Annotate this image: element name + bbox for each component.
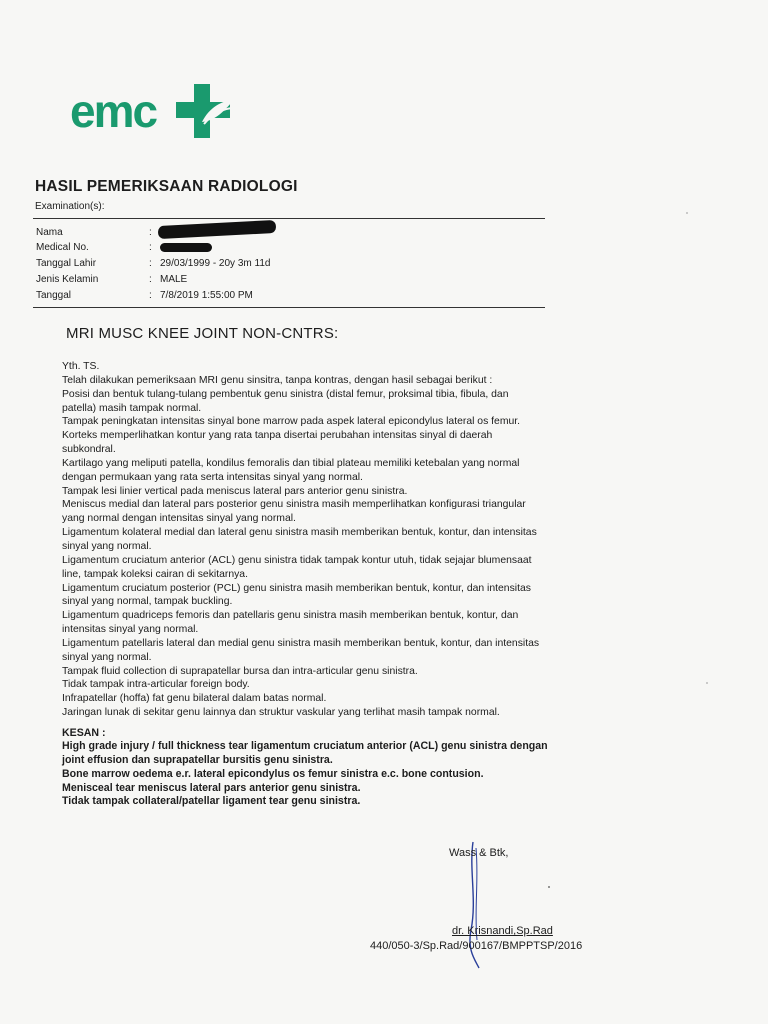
patient-row-date <box>36 290 536 304</box>
findings-line: Ligamentum quadriceps femoris dan patellaris genu sinistra masih memberikan bentuk, kontur, dan <box>62 610 519 622</box>
scan-speck <box>706 682 708 684</box>
birthdate-label: Tanggal Lahir <box>36 258 97 269</box>
scan-speck <box>686 212 688 214</box>
findings-line: Jaringan lunak di sekitar genu lainnya dan struktur vaskular yang terlihat masih tampak normal. <box>62 707 500 719</box>
examination-label: Examination(s): <box>35 201 105 212</box>
findings-line: sinyal yang normal. <box>62 540 152 552</box>
findings-line: Telah dilakukan pemeriksaan MRI genu sinsitra, tanpa kontras, dengan hasil sebagai berikut : <box>62 374 493 386</box>
sex-value: MALE <box>160 274 188 285</box>
findings-line: Ligamentum cruciatum posterior (PCL) genu sinistra masih memberikan bentuk, kontur, dan intensitas <box>62 582 531 594</box>
emc-logo <box>70 82 240 142</box>
findings-line: dengan permukaan yang rata serta intensitas sinyal yang normal. <box>62 471 363 483</box>
findings-line: Tampak fluid collection di suprapatellar bursa dan intra-articular genu sinistra. <box>62 665 418 677</box>
exam-date-label: Tanggal <box>36 290 72 301</box>
patient-colon: : <box>149 242 152 253</box>
findings-line: Posisi dan bentuk tulang-tulang pembentuk genu sinistra (distal femur, proksimal tibia, fibula, dan <box>62 388 509 400</box>
findings-line: line, tampak koleksi cairan di sekitarnya. <box>62 568 248 580</box>
birthdate-value: 29/03/1999 - 20y 3m 11d <box>160 258 271 269</box>
findings-line: subkondral. <box>62 444 116 456</box>
exam-date-value: 7/8/2019 1:55:00 PM <box>160 290 253 301</box>
redaction-mark <box>158 220 277 239</box>
medical-no-label: Medical No. <box>36 242 89 253</box>
patient-colon: : <box>149 290 152 301</box>
patient-divider <box>33 307 545 308</box>
impression-line: High grade injury / full thickness tear ligamentum cruciatum anterior (ACL) genu sinistra dengan <box>62 740 548 752</box>
findings-line: Tampak lesi linier vertical pada meniscus lateral pars anterior genu sinistra. <box>62 485 408 497</box>
impression-line: Bone marrow oedema e.r. lateral epicondylus os femur sinistra e.c. bone contusion. <box>62 767 484 780</box>
signature-closing: Wass & Btk, <box>449 847 509 859</box>
impression-body <box>62 740 622 809</box>
findings-line: Yth. TS. <box>62 361 100 372</box>
patient-row-birthdate <box>36 258 536 272</box>
findings-line: intensitas sinyal yang normal. <box>62 624 199 636</box>
patient-colon: : <box>149 227 152 238</box>
report-title: HASIL PEMERIKSAAN RADIOLOGI <box>35 178 298 195</box>
findings-line: sinyal yang normal. <box>62 651 152 663</box>
findings-line: Meniscus medial dan lateral pars posterior genu sinistra masih memperlihatkan konfigurasi triangular <box>62 499 526 511</box>
findings-line: Ligamentum kolateral medial dan lateral genu sinistra masih memberikan bentuk, kontur, dan intensitas <box>62 527 537 539</box>
impression-heading: KESAN : <box>62 727 106 739</box>
patient-row-sex <box>36 274 536 288</box>
patient-colon: : <box>149 274 152 285</box>
findings-line: Ligamentum cruciatum anterior (ACL) genu sinistra tidak tampak kontur utuh, tidak sejajar blumensaat <box>62 554 532 566</box>
doctor-name: dr. Krisnandi,Sp.Rad <box>452 925 553 937</box>
impression-line: Tidak tampak collateral/patellar ligament tear genu sinistra. <box>62 795 361 808</box>
doctor-license: 440/050-3/Sp.Rad/900167/BMPPTSP/2016 <box>370 940 583 952</box>
header-divider <box>33 218 545 219</box>
redaction-mark <box>160 243 212 252</box>
impression-line: joint effusion dan suprapatellar bursitis genu sinistra. <box>62 753 333 766</box>
medical-cross-icon <box>174 82 232 140</box>
patient-name-label: Nama <box>36 227 63 238</box>
sex-label: Jenis Kelamin <box>36 274 99 285</box>
impression-line: Menisceal tear meniscus lateral pars anterior genu sinistra. <box>62 781 361 794</box>
findings-line: Tampak peningkatan intensitas sinyal bone marrow pada aspek lateral epicondylus lateral os femur. <box>62 416 521 428</box>
patient-colon: : <box>149 258 152 269</box>
patient-row-name <box>36 227 536 241</box>
findings-line: Tidak tampak intra-articular foreign body. <box>62 679 250 691</box>
findings-line: Korteks memperlihatkan kontur yang rata tanpa disertai perubahan intensitas sinyal di daerah <box>62 430 493 442</box>
findings-line: Kartilago yang meliputi patella, kondilus femoralis dan tibial plateau memiliki ketebalan yang normal <box>62 457 520 469</box>
patient-row-medical-no <box>36 242 536 256</box>
findings-line: sinyal yang normal, tampak buckling. <box>62 596 233 608</box>
exam-title: MRI MUSC KNEE JOINT NON-CNTRS: <box>66 325 339 342</box>
findings-line: Ligamentum patellaris lateral dan medial genu sinistra masih memberikan bentuk, kontur, dan intensitas <box>62 637 540 649</box>
findings-line: patella) masih tampak normal. <box>62 402 202 414</box>
findings-body <box>62 360 622 720</box>
findings-line: yang normal dengan intensitas sinyal yang normal. <box>62 513 296 525</box>
findings-line: Infrapatellar (hoffa) fat genu bilateral dalam batas normal. <box>62 693 327 705</box>
logo-wordmark: emc <box>70 85 157 137</box>
scan-speck <box>548 886 550 888</box>
